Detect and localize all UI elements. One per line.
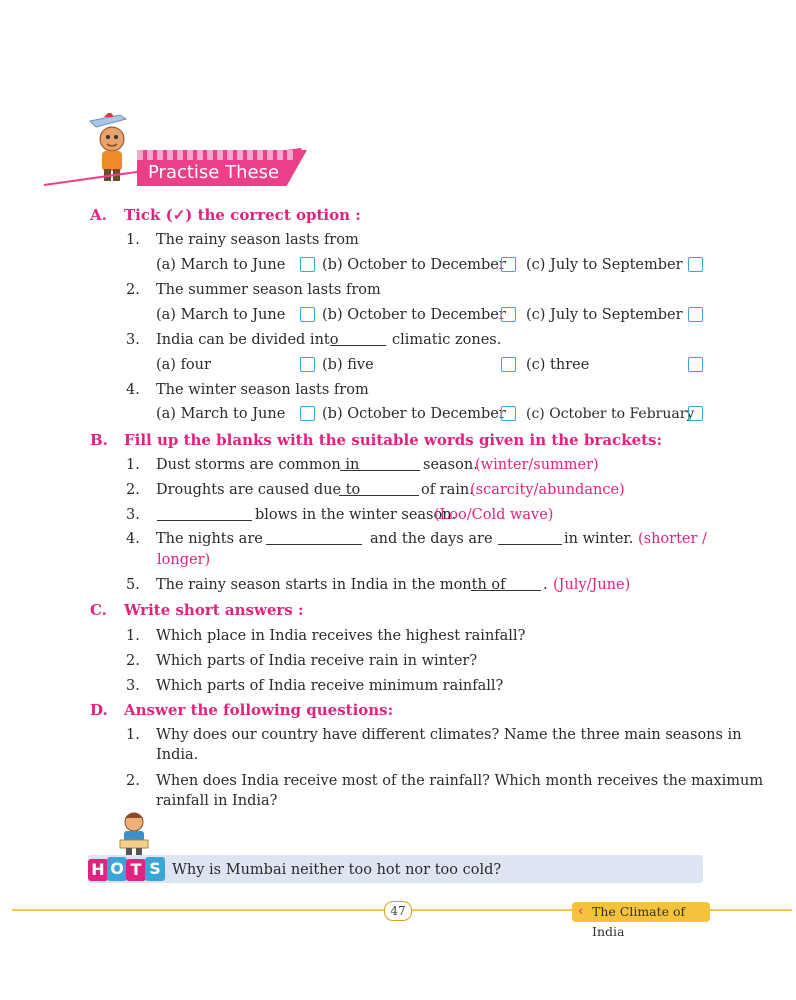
blank-text-before: Droughts are caused due to <box>156 482 361 498</box>
item-number: 2. <box>126 773 140 789</box>
item-number: 2. <box>126 653 140 669</box>
checkbox-b[interactable] <box>501 257 516 272</box>
short-question: Which parts of India receive minimum rainfall? <box>156 678 504 694</box>
chevron-left-icon: ‹ <box>578 904 584 919</box>
short-question: Which place in India receives the highest rainfall? <box>156 628 526 644</box>
item-number: 5. <box>126 577 140 593</box>
item-number: 2. <box>126 482 140 498</box>
checkbox-c[interactable] <box>688 357 703 372</box>
option-a: (a) four <box>156 357 211 373</box>
checkbox-a[interactable] <box>300 307 315 322</box>
question-number: 2. <box>126 282 140 298</box>
item-number: 1. <box>126 457 140 473</box>
answer-blank[interactable] <box>471 578 541 591</box>
question-text: The summer season lasts from <box>156 282 381 298</box>
checkbox-a[interactable] <box>300 406 315 421</box>
item-number: 4. <box>126 531 140 547</box>
section-d-title: Answer the following questions: <box>124 701 394 719</box>
section-b-label: B. <box>90 431 108 449</box>
checkbox-a[interactable] <box>300 357 315 372</box>
answer-blank[interactable] <box>339 483 419 496</box>
item-number: 1. <box>126 628 140 644</box>
question-text: The winter season lasts from <box>156 382 369 398</box>
hots-letter-s: S <box>145 857 165 881</box>
item-number: 3. <box>126 678 140 694</box>
option-b: (b) October to December <box>322 257 506 273</box>
hint-words: (Loo/Cold wave) <box>434 507 554 523</box>
hots-question: Why is Mumbai neither too hot nor too cold? <box>172 862 502 878</box>
chapter-tab[interactable] <box>572 902 710 939</box>
option-c: (c) July to September <box>526 307 683 323</box>
question-number: 3. <box>126 332 140 348</box>
checkbox-c[interactable] <box>688 406 703 421</box>
item-number: 3. <box>126 507 140 523</box>
option-a: (a) March to June <box>156 307 286 323</box>
blank-text-after: blows in the winter season. <box>255 507 457 523</box>
blank-text-middle: and the days are <box>370 531 493 547</box>
option-c: (c) July to September <box>526 257 683 273</box>
hots-letter-o: O <box>107 857 127 881</box>
blank-text-after: of rain. <box>421 482 474 498</box>
section-a-title: Tick (✓) the correct option : <box>124 206 361 224</box>
option-a: (a) March to June <box>156 406 286 422</box>
blank-text-before: Dust storms are common in <box>156 457 360 473</box>
question-text: The rainy season lasts from <box>156 232 359 248</box>
checkbox-b[interactable] <box>501 307 516 322</box>
long-question-line1: Why does our country have different climates? Name the three main seasons in <box>156 727 742 743</box>
option-a: (a) March to June <box>156 257 286 273</box>
page-number: 47 <box>384 901 412 921</box>
option-c: (c) October to February <box>526 406 695 422</box>
question-number: 4. <box>126 382 140 398</box>
answer-blank[interactable] <box>157 508 252 521</box>
hots-letter-t: T <box>126 859 146 881</box>
hint-words: (July/June) <box>553 577 631 593</box>
blank-text-before: The nights are <box>156 531 263 547</box>
checkbox-c[interactable] <box>688 307 703 322</box>
checkbox-b[interactable] <box>501 357 516 372</box>
banner-lace <box>137 150 297 160</box>
hint-words: (shorter / <box>638 531 707 547</box>
answer-blank[interactable] <box>340 458 420 471</box>
question-number: 1. <box>126 232 140 248</box>
blank-text-after: season. <box>423 457 478 473</box>
answer-blank[interactable] <box>498 532 562 545</box>
hots-letter-h: H <box>88 859 108 881</box>
hint-words: (winter/summer) <box>475 457 599 473</box>
question-text-before: India can be divided into <box>156 332 339 348</box>
banner-title: Practise These <box>148 162 280 183</box>
hots-character-illustration <box>112 810 156 858</box>
long-question-line2: rainfall in India? <box>156 793 278 809</box>
blank-text-after: in winter. <box>564 531 634 547</box>
section-c-title: Write short answers : <box>124 601 304 619</box>
blank-text-after: . <box>543 577 548 593</box>
chapter-title: The Climate of India <box>592 904 686 939</box>
question-text-after: climatic zones. <box>392 332 502 348</box>
section-d-label: D. <box>90 701 108 719</box>
option-c: (c) three <box>526 357 590 373</box>
option-b: (b) five <box>322 357 374 373</box>
answer-blank[interactable] <box>266 532 362 545</box>
checkbox-b[interactable] <box>501 406 516 421</box>
blank-text-before: The rainy season starts in India in the month of <box>156 577 506 593</box>
option-b: (b) October to December <box>322 307 506 323</box>
option-b: (b) October to December <box>322 406 506 422</box>
checkbox-c[interactable] <box>688 257 703 272</box>
checkbox-a[interactable] <box>300 257 315 272</box>
long-question-line1: When does India receive most of the rainfall? Which month receives the maximum <box>156 773 764 789</box>
short-question: Which parts of India receive rain in winter? <box>156 653 478 669</box>
hint-words-continued: longer) <box>157 552 211 568</box>
section-b-title: Fill up the blanks with the suitable words given in the brackets: <box>124 431 663 449</box>
hint-words: (scarcity/abundance) <box>470 482 625 498</box>
section-c-label: C. <box>90 601 107 619</box>
item-number: 1. <box>126 727 140 743</box>
long-question-line2: India. <box>156 747 199 763</box>
answer-blank[interactable] <box>330 333 386 346</box>
section-a-label: A. <box>90 206 107 224</box>
